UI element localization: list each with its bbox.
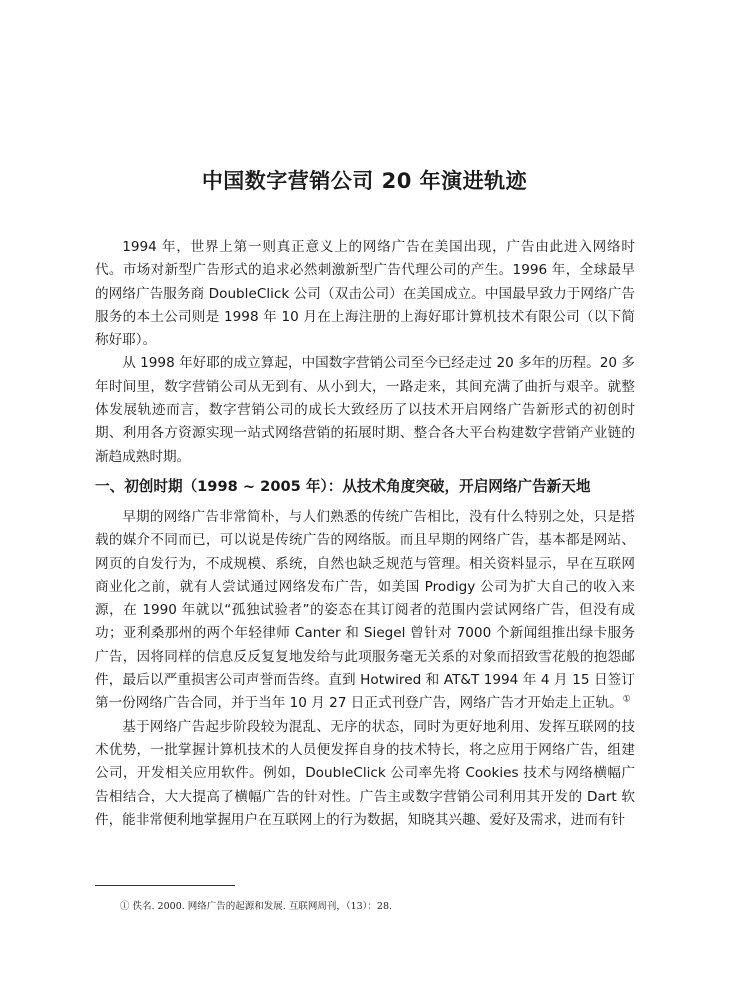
body-text [95,236,635,832]
section-heading: 一、初创时期（1998 ~ 2005 年）：从技术角度突破，开启网络广告新天地 [95,477,591,495]
section-paragraph-1-text: 早期的网络广告非常简朴，与人们熟悉的传统广告相比，没有什么特别之处，只是搭载的媒介不同而已，可以说是传统广告的网络版。而且早期的网络广告，基本都是网站、网页的自发行为，不成规模、系统，自然也缺乏规范与管理。相关资料显示，早在互联网商业化之前，就有人尝试通过网络发布广告，如美国 Prodigy 公司为扩大自己的收入来源，在 1990 年就以“孤独试验者”的姿态在其订阅者的范围内尝试网络广告，但没有成功；亚利桑那州的两个年轻律师 Canter 和 Siegel 曾针对 7000 个新闻组推出绿卡服务广告，因将同样的信息反反复复地发给与此项服务毫无关系的对象而招致雪花般的抱怨邮件，最后以严重损害公司声誉而告终。直到 Hotwired 和 AT&T 1994 年 4 月 15 日签订第一份网络广告合同，并于当年 10 月 27 日正式刊登广告，网络广告才开始走上正轨。 [95,508,635,712]
footnote: ① 佚名. 2000. 网络广告的起源和发展. 互联网周刊，（13）：28. [120,901,393,912]
footnote-divider [95,885,235,886]
section-paragraph-2: 基于网络广告起步阶段较为混乱、无序的状态，同时为更好地利用、发挥互联网的技术优势，一批掌握计算机技术的人员便发挥自身的技术特长，将之应用于网络广告，组建公司，开发相关应用软件。例如，DoubleClick 公司率先将 Cookies 技术与网络横幅广告相结合，大大提高了横幅广告的针对性。广告主或数字营销公司利用其开发的 Dart 软件，能非常便利地掌握用户在互联网上的行为数据，知晓其兴趣、爱好及需求，进而有针 [95,718,635,828]
intro-paragraph-2: 从 1998 年好耶的成立算起，中国数字营销公司至今已经走过 20 多年的历程。20 多年时间里，数字营销公司从无到有、从小到大，一路走来，其间充满了曲折与艰辛。就整体发展轨迹而言，数字营销公司的成长大致经历了以技术开启网络广告新形式的初创时期、利用各方资源实现一站式网络营销的拓展时期、整合各大平台构建数字营销产业链的渐趋成熟时期。 [95,355,635,465]
footnote-marker[interactable]: ① [622,694,631,705]
section-paragraph-1 [95,506,635,716]
intro-paragraph-1: 1994 年，世界上第一则真正意义上的网络广告在美国出现，广告由此进入网络时代。市场对新型广告形式的追求必然刺激新型广告代理公司的产生。1996 年，全球最早的网络广告服务商 DoubleClick 公司（双击公司）在美国成立。中国最早致力于网络广告服务的本土公司则是 1998 年 10 月在上海注册的上海好耶计算机技术有限公司（以下简称好耶）。 [95,239,635,349]
page-title: 中国数字营销公司 20 年演进轨迹 [201,169,528,193]
